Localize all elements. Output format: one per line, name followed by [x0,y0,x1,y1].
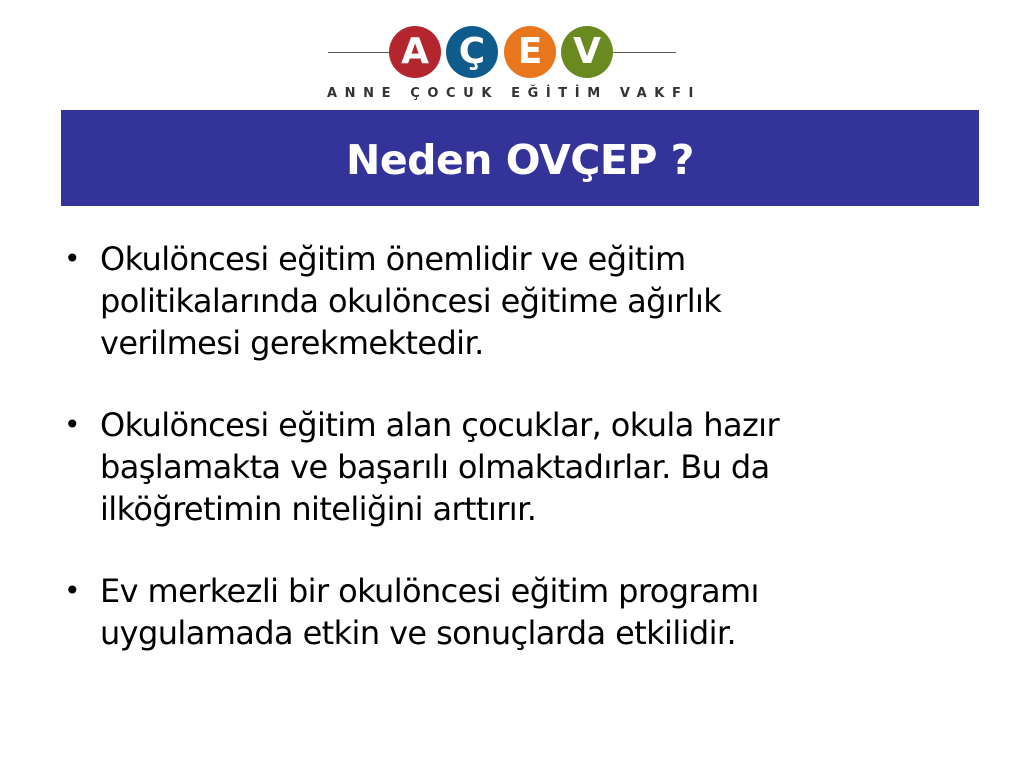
slide-title: Neden OVÇEP ? [346,136,694,184]
title-band [61,110,979,206]
bullet-text: Ev merkezli bir okulöncesi eğitim programı uygulamada etkin ve sonuçlarda etkilidir. [100,572,759,652]
logo-circle-c: Ç [446,26,498,78]
bullet-icon: • [64,242,80,275]
acev-logo [0,0,1024,108]
logo-circle-e: E [504,26,556,78]
bullet-icon: • [64,408,80,441]
logo-line-right [612,52,676,53]
logo-circles [389,26,615,80]
bullet-text: Okulöncesi eğitim alan çocuklar, okula hazır başlamakta ve başarılı olmaktadırlar. Bu da ilköğretimin niteliğini arttırır. [100,406,780,528]
bullet-item [60,238,940,364]
bullet-list [60,238,940,654]
bullet-item [60,570,940,654]
bullet-icon: • [64,574,80,607]
logo-subtitle: ANNE ÇOCUK EĞİTİM VAKFI [327,86,701,101]
bullet-item [60,404,940,530]
bullet-text: Okulöncesi eğitim önemlidir ve eğitim politikalarında okulöncesi eğitime ağırlık verilmesi gerekmektedir. [100,240,722,362]
logo-circle-a: A [389,26,441,78]
logo-line-left [328,52,390,53]
logo-circle-v: V [561,26,613,78]
